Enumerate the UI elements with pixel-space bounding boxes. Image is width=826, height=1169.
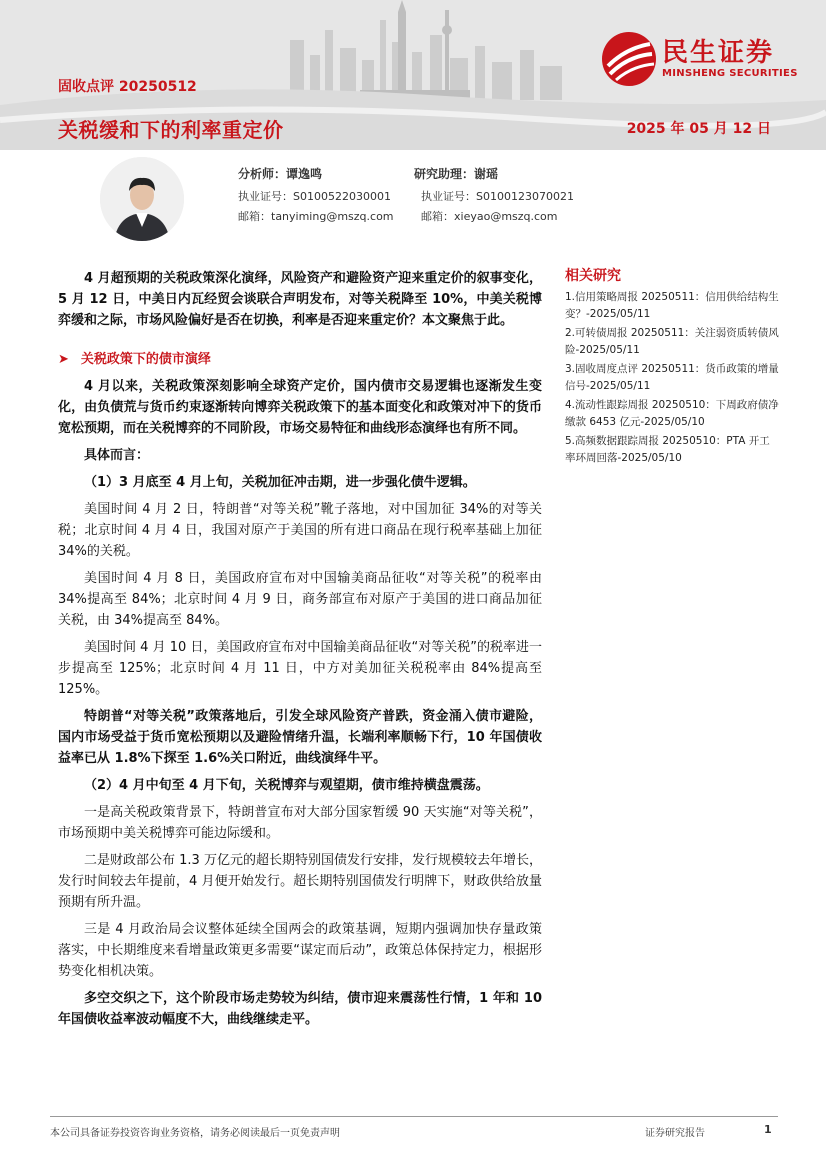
related-research-panel [565,268,780,469]
related-research-item[interactable]: 3.固收周度点评 20250511：货币政策的增量信号-2025/05/11 [565,363,779,392]
related-research-item[interactable]: 2.可转债周报 20250511：关注弱资质转债风险-2025/05/11 [565,327,779,356]
arrow-icon: ➤ [58,352,69,367]
section-heading-text: 关税政策下的债市演绎 [80,352,211,367]
analyst-cert: 执业证号：S0100522030001 [238,190,391,203]
subheading: （2）4 月中旬至 4 月下旬，关税博弈与观望期，债市维持横盘震荡。 [84,778,489,793]
analyst-name: 分析师：谭逸鸣 [238,167,323,181]
related-research-title: 相关研究 [565,268,621,284]
related-research-item[interactable]: 1.信用策略周报 20250511：信用供给结构生变？-2025/05/11 [565,291,779,320]
paragraph: 美国时间 4 月 10 日，美国政府宣布对中国输美商品征收“对等关税”的税率进一步提高至 125%；北京时间 4 月 11 日，中方对美加征关税税率由 84%提高至 125%。 [58,640,542,697]
main-body [58,268,542,1030]
logo-english-name: MINSHENG SECURITIES [662,68,798,79]
related-research-item[interactable]: 5.高频数据跟踪周报 20250510：PTA 开工率环周回落-2025/05/10 [565,435,770,464]
report-type-label: 固收点评 20250512 [58,79,197,95]
intro-paragraph: 4 月超预期的关税政策深化演绎，风险资产和避险资产迎来重定价的叙事变化，5 月 12 日，中美日内瓦经贸会谈联合声明发布，对等关税降至 10%，中美关税博弈缓和之际，市场风险偏好是否在切换，利率是否迎来重定价？本文聚焦于此。 [58,271,542,328]
paragraph: 一是高关税政策背景下，特朗普宣布对大部分国家暂缓 90 天实施“对等关税”，市场预期中美关税博弈可能边际缓和。 [58,805,542,841]
page-number: 1 [764,1123,772,1136]
footer-report-label: 证券研究报告 [645,1128,705,1139]
report-date: 2025 年 05 月 12 日 [626,121,771,137]
paragraph: 三是 4 月政治局会议整体延续全国两会的政策基调，短期内强调加快存量政策落实，中长期维度来看增量政策更多需要“谋定而后动”，政策总体保持定力，根据形势变化相机决策。 [58,922,542,979]
subheading: （1）3 月底至 4 月上旬，关税加征冲击期，进一步强化债牛逻辑。 [84,475,476,490]
paragraph: 多空交织之下，这个阶段市场走势较为纠结，债市迎来震荡性行情，1 年和 10 年国债收益率波动幅度不大，曲线继续走平。 [58,991,542,1027]
paragraph: 美国时间 4 月 2 日，特朗普“对等关税”靴子落地，对中国加征 34%的对等关税；北京时间 4 月 4 日，我国对原产于美国的所有进口商品在现行税率基础上加征 34%的关税。 [58,502,542,559]
paragraph: 美国时间 4 月 8 日，美国政府宣布对中国输美商品征收“对等关税”的税率由 34%提高至 84%；北京时间 4 月 9 日，商务部宣布对原产于美国的进口商品加征关税，由 34%提高至 84%。 [58,571,542,628]
assistant-name: 研究助理：谢瑶 [414,167,499,181]
header-banner [0,0,826,150]
minsheng-logo [600,30,805,90]
minsheng-emblem-icon [600,30,658,88]
related-research-item[interactable]: 4.流动性跟踪周报 20250510：下周政府债净缴款 6453 亿元-2025/05/10 [565,399,779,428]
logo-chinese-name: 民生证券 [662,38,775,68]
assistant-email[interactable]: 邮箱：xieyao@mszq.com [421,210,558,223]
section-heading [58,349,542,370]
footer-divider [50,1116,778,1117]
paragraph: 4 月以来，关税政策深刻影响全球资产定价，国内债市交易逻辑也逐渐发生变化，由负债荒与货币约束逐渐转向博弈关税政策下的基本面变化和政策对冲下的货币宽松预期，而在关税博弈的不同阶段，市场交易特征和曲线形态演绎也有所不同。 [58,379,542,436]
analyst-portrait-image [100,157,184,241]
assistant-cert: 执业证号：S0100123070021 [421,190,574,203]
footer-disclaimer: 本公司具备证券投资咨询业务资格，请务必阅读最后一页免责声明 [50,1128,340,1139]
analyst-email[interactable]: 邮箱：tanyiming@mszq.com [238,210,394,223]
paragraph: 特朗普“对等关税”政策落地后，引发全球风险资产普跌，资金涌入债市避险，国内市场受益于货币宽松预期以及避险情绪升温，长端利率顺畅下行，10 年国债收益率已从 1.8%下探至 1.6%关口附近，曲线演绎牛平。 [58,709,542,766]
paragraph: 二是财政部公布 1.3 万亿元的超长期特别国债发行安排，发行规模较去年增长，发行时间较去年提前，4 月便开始发行。超长期特别国债发行明牌下，财政供给放量预期有所升温。 [58,853,542,910]
report-title: 关税缓和下的利率重定价 [58,118,284,142]
analyst-photo [100,157,184,241]
paragraph: 具体而言： [84,448,150,463]
